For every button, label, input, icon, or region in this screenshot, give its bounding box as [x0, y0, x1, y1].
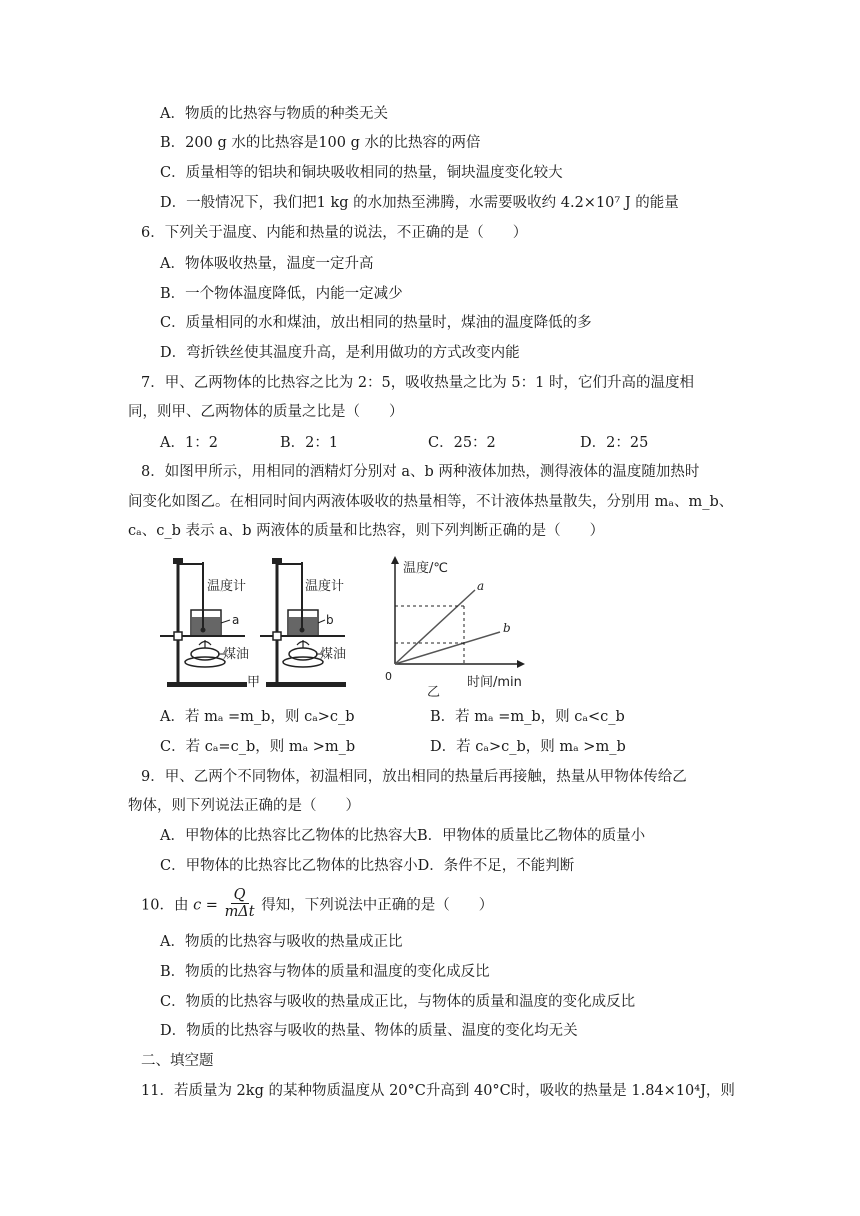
q7-option-d: D．2：25 [580, 435, 649, 451]
thermometer-label-a: 温度计 [207, 579, 247, 594]
q9-option-d: D．条件不足，不能判断 [417, 858, 575, 874]
q9-stem-line2: 物体，则下列说法正确的是（ ） [128, 798, 360, 814]
thermometer-label-b: 温度计 [305, 579, 345, 594]
caption-left: 甲 [247, 675, 261, 690]
q5-option-a: A．物质的比热容与物质的种类无关 [160, 106, 388, 122]
q8-stem-line1: 8．如图甲所示，用相同的酒精灯分别对 a、b 两种液体加热，测得液体的温度随加热时 [141, 464, 700, 480]
q8-option-d: D．若 cₐ>c_b，则 mₐ >m_b [430, 739, 626, 755]
caption-right: 乙 [427, 685, 441, 700]
q7-option-b: B．2：1 [280, 435, 339, 451]
q10-option-a: A．物质的比热容与吸收的热量成正比 [160, 934, 403, 950]
q7-stem-line1: 7．甲、乙两物体的比热容之比为 2：5，吸收热量之比为 5：1 时，它们升高的温度相 [141, 375, 694, 391]
q8-figure [155, 550, 525, 700]
y-axis-label: 温度/℃ [403, 561, 448, 576]
q6-option-d: D．弯折铁丝使其温度升高，是利用做功的方式改变内能 [160, 345, 520, 361]
q9-option-c: C．甲物体的比热容比乙物体的比热容小 [160, 858, 418, 874]
q10-formula-fraction [225, 887, 255, 920]
q11-stem: 11．若质量为 2kg 的某种物质温度从 20°C升高到 40°C时，吸收的热量是 1.84×10⁴J，则 [141, 1083, 735, 1099]
origin-label: 0 [385, 670, 392, 683]
x-axis-label: 时间/min [467, 675, 522, 690]
line-a-label: a [477, 579, 485, 593]
q10-option-b: B．物质的比热容与物体的质量和温度的变化成反比 [160, 964, 490, 980]
q5-option-d: D．一般情况下，我们把1 kg 的水加热至沸腾，水需要吸收约 4.2×10⁷ J 的能量 [160, 195, 679, 211]
q7-stem-line2: 同，则甲、乙两物体的质量之比是（ ） [128, 404, 404, 420]
q10-option-c: C．物质的比热容与吸收的热量成正比，与物体的质量和温度的变化成反比 [160, 994, 636, 1010]
q9-stem-line1: 9．甲、乙两个不同物体，初温相同，放出相同的热量后再接触，热量从甲物体传给乙 [141, 769, 687, 785]
q5-option-c: C．质量相等的铝块和铜块吸收相同的热量，铜块温度变化较大 [160, 165, 563, 181]
line-b [395, 632, 500, 664]
q9-options-row2 [160, 856, 574, 876]
fuel-label-b: 煤油 [320, 647, 347, 662]
q8-option-a: A．若 mₐ =m_b，则 cₐ>c_b [160, 709, 355, 725]
q6-option-b: B．一个物体温度降低，内能一定减少 [160, 286, 403, 302]
q10-formula-denominator: mΔt [224, 904, 255, 920]
q7-option-a: A．1：2 [160, 435, 218, 451]
q8-stem-line3: cₐ、c_b 表示 a、b 两液体的质量和比热容，则下列判断正确的是（ ） [128, 523, 605, 539]
q10-suffix: 得知，下列说法中正确的是（ ） [261, 897, 494, 914]
q7-option-c: C．25：2 [428, 435, 496, 451]
q8-stem-line2: 间变化如图乙。在相同时间内两液体吸收的热量相等，不计液体热量散失，分别用 mₐ、m_b、 [128, 494, 734, 510]
q10-stem [141, 889, 493, 922]
q10-prefix: 10．由 [141, 897, 189, 914]
q10-formula-c: c = [193, 897, 218, 914]
q10-formula-numerator: Q [231, 887, 249, 904]
q6-option-a: A．物体吸收热量，温度一定升高 [160, 256, 374, 272]
liquid-b-label: b [326, 613, 334, 627]
q5-option-b: B．200 g 水的比热容是100 g 水的比热容的两倍 [160, 135, 481, 151]
q9-option-a: A．甲物体的比热容比乙物体的比热容大 [160, 828, 417, 844]
q6-option-c: C．质量相同的水和煤油，放出相同的热量时，煤油的温度降低的多 [160, 315, 592, 331]
section-fill-in-heading: 二、填空题 [141, 1053, 214, 1069]
q8-option-b: B．若 mₐ =m_b，则 cₐ<c_b [430, 709, 625, 725]
q10-option-d: D．物质的比热容与吸收的热量、物体的质量、温度的变化均无关 [160, 1023, 578, 1039]
q6-stem: 6．下列关于温度、内能和热量的说法，不正确的是（ ） [141, 225, 528, 241]
line-a [395, 590, 475, 664]
fuel-label-a: 煤油 [223, 647, 250, 662]
q8-option-c: C．若 cₐ=c_b，则 mₐ >m_b [160, 739, 356, 755]
line-b-label: b [503, 621, 511, 635]
liquid-a-label: a [232, 613, 240, 627]
q9-option-b: B．甲物体的质量比乙物体的质量小 [416, 828, 646, 844]
q9-options-row1 [160, 826, 645, 846]
